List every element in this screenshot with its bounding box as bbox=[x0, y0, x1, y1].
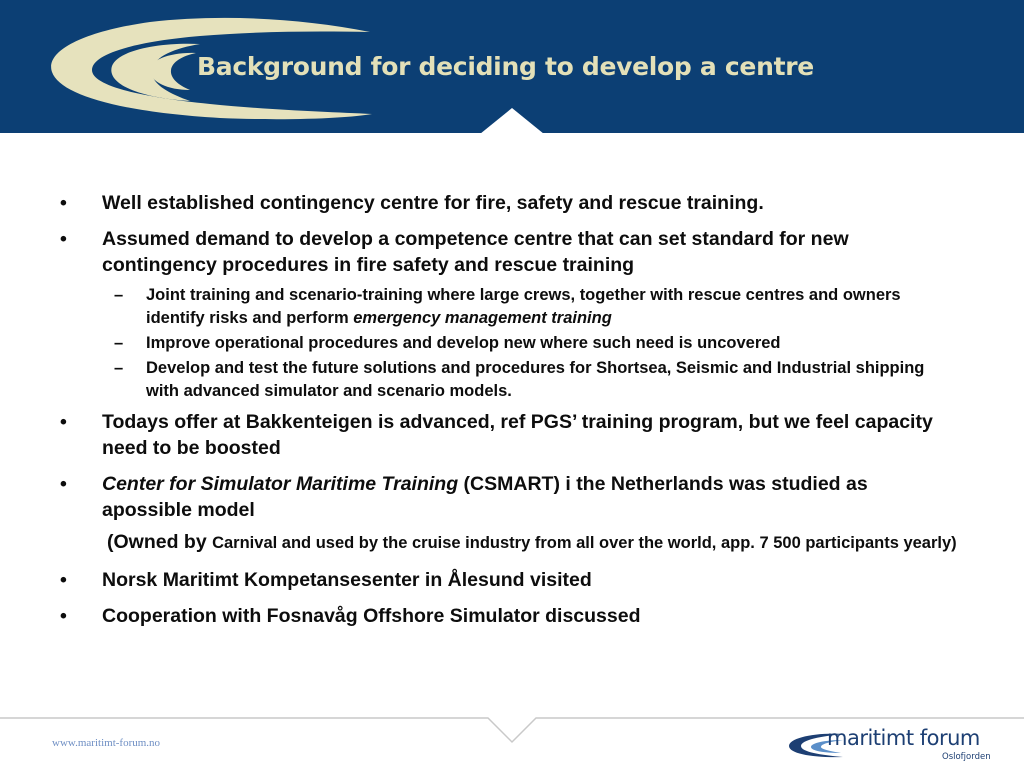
page-title: Background for deciding to develop a centre bbox=[197, 52, 814, 81]
bullet-text: (Owned by bbox=[107, 531, 213, 553]
dash-marker: – bbox=[114, 286, 124, 304]
note-paragraph bbox=[60, 531, 960, 555]
dash-marker: – bbox=[114, 359, 124, 377]
bullet-text: Develop and test the future solutions and procedures for Shortsea, Seismic and Industrial shipping with advanced simulator and scenario models. bbox=[146, 359, 925, 400]
header-notch bbox=[480, 108, 544, 134]
bullet-marker: • bbox=[60, 228, 67, 250]
bullet-text: Joint training and scenario-training where large crews, together with rescue centres and owners identify risks and perform bbox=[146, 286, 901, 327]
sub-bullet-item bbox=[60, 284, 960, 330]
header-band bbox=[0, 0, 1024, 133]
bullet-text: Center for Simulator Maritime Training bbox=[102, 473, 459, 495]
bullet-text: Well established contingency centre for fire, safety and rescue training. bbox=[102, 192, 764, 214]
bullet-item bbox=[60, 226, 960, 278]
bullet-text: Carnival and used by the cruise industry from all over the world, app. 7 500 participants yearly) bbox=[212, 534, 957, 552]
bullet-text: Improve operational procedures and develop new where such need is uncovered bbox=[146, 334, 781, 352]
bullet-item bbox=[60, 603, 960, 629]
bullet-marker: • bbox=[60, 473, 67, 495]
bullet-text: (CSMART) i the Netherlands was studied as apossible model bbox=[102, 473, 868, 521]
footer-logo-name: maritimt forum bbox=[827, 726, 980, 750]
footer-logo bbox=[785, 724, 991, 764]
bullet-item bbox=[60, 471, 960, 523]
bullet-text: Cooperation with Fosnavåg Offshore Simulator discussed bbox=[102, 605, 641, 627]
dash-marker: – bbox=[114, 334, 124, 352]
footer-logo-sub: Oslofjorden bbox=[942, 752, 991, 762]
bullet-text: Todays offer at Bakkenteigen is advanced, ref PGS’ training program, but we feel capacity need to be boosted bbox=[102, 411, 933, 459]
bullet-text: emergency management training bbox=[353, 309, 612, 327]
bullet-marker: • bbox=[60, 411, 67, 433]
sub-bullet-item bbox=[60, 357, 960, 403]
bullet-item bbox=[60, 567, 960, 593]
bullet-marker: • bbox=[60, 569, 67, 591]
bullet-item bbox=[60, 409, 960, 461]
bullet-item bbox=[60, 190, 960, 216]
bullet-text: Norsk Maritimt Kompetansesenter in Ålesund visited bbox=[102, 569, 592, 591]
bullet-list bbox=[60, 190, 960, 639]
bullet-marker: • bbox=[60, 605, 67, 627]
bullet-text: Assumed demand to develop a competence centre that can set standard for new contingency procedures in fire safety and rescue training bbox=[102, 228, 849, 276]
footer-url[interactable]: www.maritimt-forum.no bbox=[52, 737, 161, 749]
bullet-marker: • bbox=[60, 192, 67, 214]
sub-bullet-item bbox=[60, 332, 960, 355]
